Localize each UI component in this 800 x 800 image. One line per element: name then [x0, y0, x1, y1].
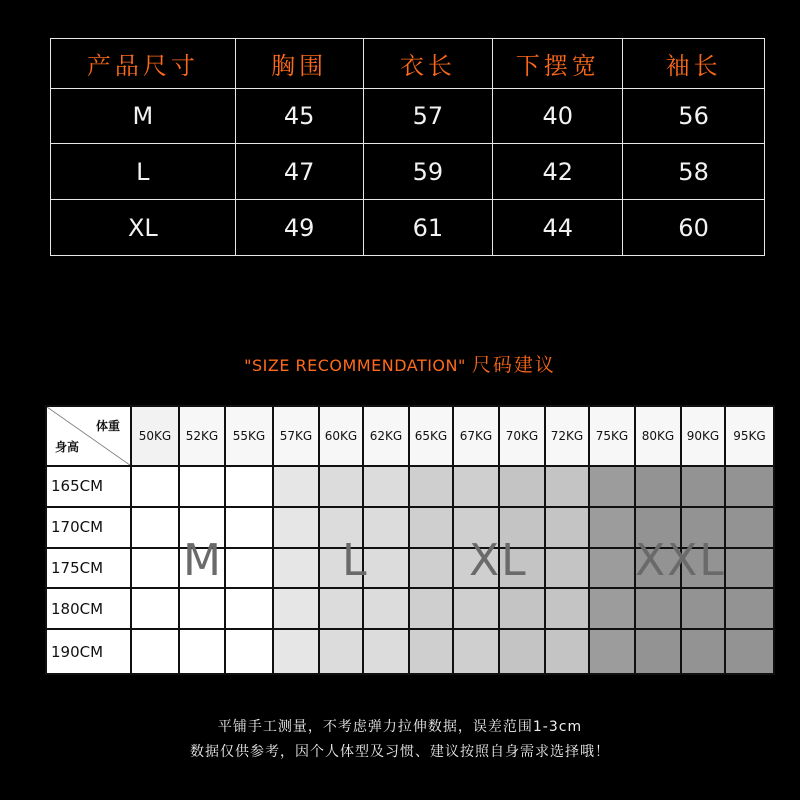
height-cell: 175CM [46, 548, 131, 589]
weight-cell: 80KG [635, 406, 681, 466]
size-label-l: L [342, 535, 369, 586]
header-length: 衣长 [363, 39, 493, 89]
cell-chest: 49 [235, 200, 363, 256]
cell-chest: 47 [235, 144, 363, 200]
grid-cell [409, 466, 453, 507]
grid-cell [725, 466, 774, 507]
weight-cell: 72KG [545, 406, 589, 466]
grid-cell [725, 588, 774, 629]
height-cell: 190CM [46, 629, 131, 674]
grid-cell [131, 629, 179, 674]
grid-cell [131, 507, 179, 548]
grid-cell [363, 629, 409, 674]
grid-cell [635, 588, 681, 629]
grid-cell [453, 588, 499, 629]
weight-cell: 95KG [725, 406, 774, 466]
grid-cell [499, 466, 545, 507]
height-row [46, 466, 774, 507]
grid-cell [409, 588, 453, 629]
weight-header-row [46, 406, 774, 466]
grid-cell [589, 548, 635, 589]
header-size: 产品尺寸 [51, 39, 236, 89]
table-row [51, 89, 765, 144]
header-chest: 胸围 [235, 39, 363, 89]
grid-cell [131, 588, 179, 629]
grid-cell [681, 629, 725, 674]
grid-cell [319, 629, 363, 674]
grid-cell [179, 629, 225, 674]
grid-cell [179, 588, 225, 629]
grid-cell [409, 629, 453, 674]
grid-cell [681, 588, 725, 629]
grid-cell [589, 507, 635, 548]
measurement-table [50, 38, 765, 256]
cell-hem-width: 40 [493, 89, 623, 144]
grid-cell [545, 588, 589, 629]
grid-cell [499, 588, 545, 629]
size-label-xxl: XXL [635, 535, 726, 586]
grid-cell [545, 548, 589, 589]
grid-cell [589, 629, 635, 674]
footnote-reference: 数据仅供参考，因个人体型及习惯、建议按照自身需求选择哦！ [190, 744, 610, 760]
weight-cell: 62KG [363, 406, 409, 466]
grid-cell [589, 466, 635, 507]
cell-sleeve: 56 [623, 89, 765, 144]
cell-size: L [51, 144, 236, 200]
weight-cell: 55KG [225, 406, 273, 466]
weight-cell: 52KG [179, 406, 225, 466]
header-sleeve: 袖长 [623, 39, 765, 89]
grid-cell [225, 466, 273, 507]
cell-length: 61 [363, 200, 493, 256]
cell-sleeve: 60 [623, 200, 765, 256]
recommendation-title-en: "SIZE RECOMMENDATION" [244, 356, 466, 375]
table-row [51, 144, 765, 200]
grid-cell [363, 548, 409, 589]
grid-cell [131, 466, 179, 507]
weight-cell: 67KG [453, 406, 499, 466]
size-label-m: M [183, 535, 223, 586]
footnote-measurement: 平铺手工测量，不考虑弹力拉伸数据，误差范围1-3cm [217, 719, 583, 735]
header-hem-width: 下摆宽 [493, 39, 623, 89]
size-recommendation-grid [45, 405, 773, 675]
cell-size: XL [51, 200, 236, 256]
grid-cell [409, 507, 453, 548]
weight-cell: 65KG [409, 406, 453, 466]
size-label-xl: XL [469, 535, 528, 586]
height-row [46, 629, 774, 674]
grid-cell [725, 629, 774, 674]
grid-cell [273, 629, 319, 674]
weight-cell: 90KG [681, 406, 725, 466]
height-cell: 170CM [46, 507, 131, 548]
weight-cell: 70KG [499, 406, 545, 466]
grid-cell [319, 588, 363, 629]
weight-cell: 75KG [589, 406, 635, 466]
grid-cell [545, 507, 589, 548]
grid-cell [273, 588, 319, 629]
grid-cell [319, 466, 363, 507]
grid-cell [499, 629, 545, 674]
grid-cell [725, 507, 774, 548]
grid-cell [273, 466, 319, 507]
grid-cell [725, 548, 774, 589]
corner-diagonal [47, 407, 130, 465]
grid-cell [545, 466, 589, 507]
cell-sleeve: 58 [623, 144, 765, 200]
height-row [46, 588, 774, 629]
grid-cell [179, 466, 225, 507]
grid-cell [635, 629, 681, 674]
grid-cell [363, 588, 409, 629]
height-cell: 180CM [46, 588, 131, 629]
cell-chest: 45 [235, 89, 363, 144]
weight-cell: 50KG [131, 406, 179, 466]
cell-hem-width: 42 [493, 144, 623, 200]
cell-size: M [51, 89, 236, 144]
grid-cell [273, 548, 319, 589]
recommendation-title [0, 350, 800, 377]
grid-cell [225, 507, 273, 548]
grid-cell [635, 466, 681, 507]
grid-cell [225, 588, 273, 629]
weight-cell: 57KG [273, 406, 319, 466]
corner-height-label: 身高 [55, 440, 80, 455]
grid-cell [453, 466, 499, 507]
grid-cell [225, 548, 273, 589]
grid-corner [46, 406, 131, 466]
grid-cell [273, 507, 319, 548]
cell-hem-width: 44 [493, 200, 623, 256]
weight-cell: 60KG [319, 406, 363, 466]
recommendation-title-cn: 尺码建议 [471, 354, 556, 376]
grid-cell [681, 466, 725, 507]
grid-cell [409, 548, 453, 589]
cell-length: 57 [363, 89, 493, 144]
grid-cell [131, 548, 179, 589]
grid-cell [589, 588, 635, 629]
height-cell: 165CM [46, 466, 131, 507]
grid-cell [363, 466, 409, 507]
corner-weight-label: 体重 [95, 419, 120, 433]
grid-cell [545, 629, 589, 674]
cell-length: 59 [363, 144, 493, 200]
grid-cell [363, 507, 409, 548]
measurement-header-row [51, 39, 765, 89]
grid-cell [453, 629, 499, 674]
table-row [51, 200, 765, 256]
grid-cell [225, 629, 273, 674]
